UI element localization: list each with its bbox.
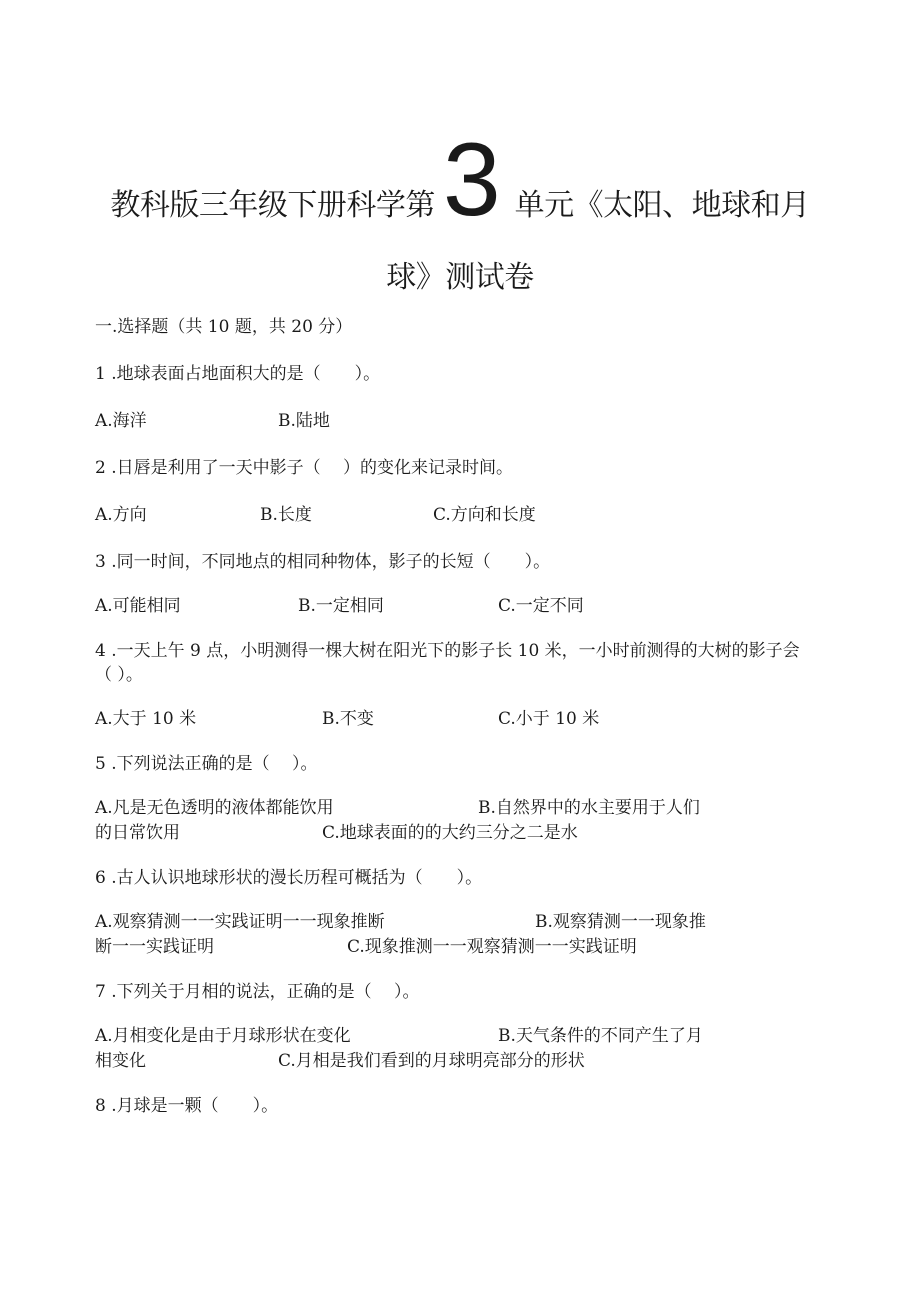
title-part-2: 单元《太阳、地球和月 (514, 188, 810, 223)
question-5-option-a: A.凡是无色透明的液体都能饮用 (95, 798, 334, 818)
question-3-option-a: A.可能相同 (95, 596, 181, 616)
question-2-stem: 2 .日唇是利用了一天中影子（ ）的变化来记录时间。 (95, 458, 514, 478)
question-2-option-a: A.方向 (95, 505, 147, 525)
question-4-stem-continued: （ ）。 (95, 665, 143, 685)
question-4-option-b: B.不变 (322, 709, 374, 729)
title-unit-number: 3 (442, 122, 501, 238)
question-7-option-b-continued: 相变化 (95, 1051, 146, 1071)
question-3-option-b: B.一定相同 (298, 596, 384, 616)
question-3-stem: 3 .同一时间，不同地点的相同种物体，影子的长短（ ）。 (95, 552, 551, 572)
question-6-option-a: A.观察猜测一一实践证明一一现象推断 (95, 912, 385, 932)
question-1-option-a: A.海洋 (95, 411, 147, 431)
question-1-stem: 1 .地球表面占地面积大的是（ ）。 (95, 364, 381, 384)
question-6-option-b-continued: 断一一实践证明 (95, 937, 214, 957)
question-7-option-b: B.天气条件的不同产生了月 (498, 1026, 703, 1046)
question-6-option-b: B.观察猜测一一现象推 (535, 912, 706, 932)
question-2-option-b: B.长度 (260, 505, 312, 525)
question-8-stem: 8 .月球是一颗（ ）。 (95, 1096, 279, 1116)
section-heading: 一.选择题（共 10 题，共 20 分） (95, 317, 353, 337)
question-4-option-a: A.大于 10 米 (95, 709, 197, 729)
question-6-option-c: C.现象推测一一观察猜测一一实践证明 (347, 937, 637, 957)
question-7-option-c: C.月相是我们看到的月球明亮部分的形状 (278, 1051, 585, 1071)
question-3-option-c: C.一定不同 (498, 596, 584, 616)
question-5-option-b: B.自然界中的水主要用于人们 (478, 798, 700, 818)
question-7-stem: 7 .下列关于月相的说法，正确的是（ ）。 (95, 982, 420, 1002)
question-6-stem: 6 .古人认识地球形状的漫长历程可概括为（ ）。 (95, 868, 483, 888)
question-5-option-c: C.地球表面的的大约三分之二是水 (322, 823, 578, 843)
question-1-option-b: B.陆地 (278, 411, 330, 431)
question-7-option-a: A.月相变化是由于月球形状在变化 (95, 1026, 351, 1046)
question-2-option-c: C.方向和长度 (433, 505, 536, 525)
title-part-1: 教科版三年级下册科学第 (110, 188, 435, 223)
question-5-option-b-continued: 的日常饮用 (95, 823, 180, 843)
title-line-2: 球》测试卷 (386, 260, 534, 295)
question-4-option-c: C.小于 10 米 (498, 709, 600, 729)
question-4-stem: 4 .一天上午 9 点，小明测得一棵大树在阳光下的影子长 10 米，一小时前测得的大树的影子会 (95, 641, 800, 661)
question-5-stem: 5 .下列说法正确的是（ ）。 (95, 754, 318, 774)
title-line-1 (0, 122, 920, 240)
